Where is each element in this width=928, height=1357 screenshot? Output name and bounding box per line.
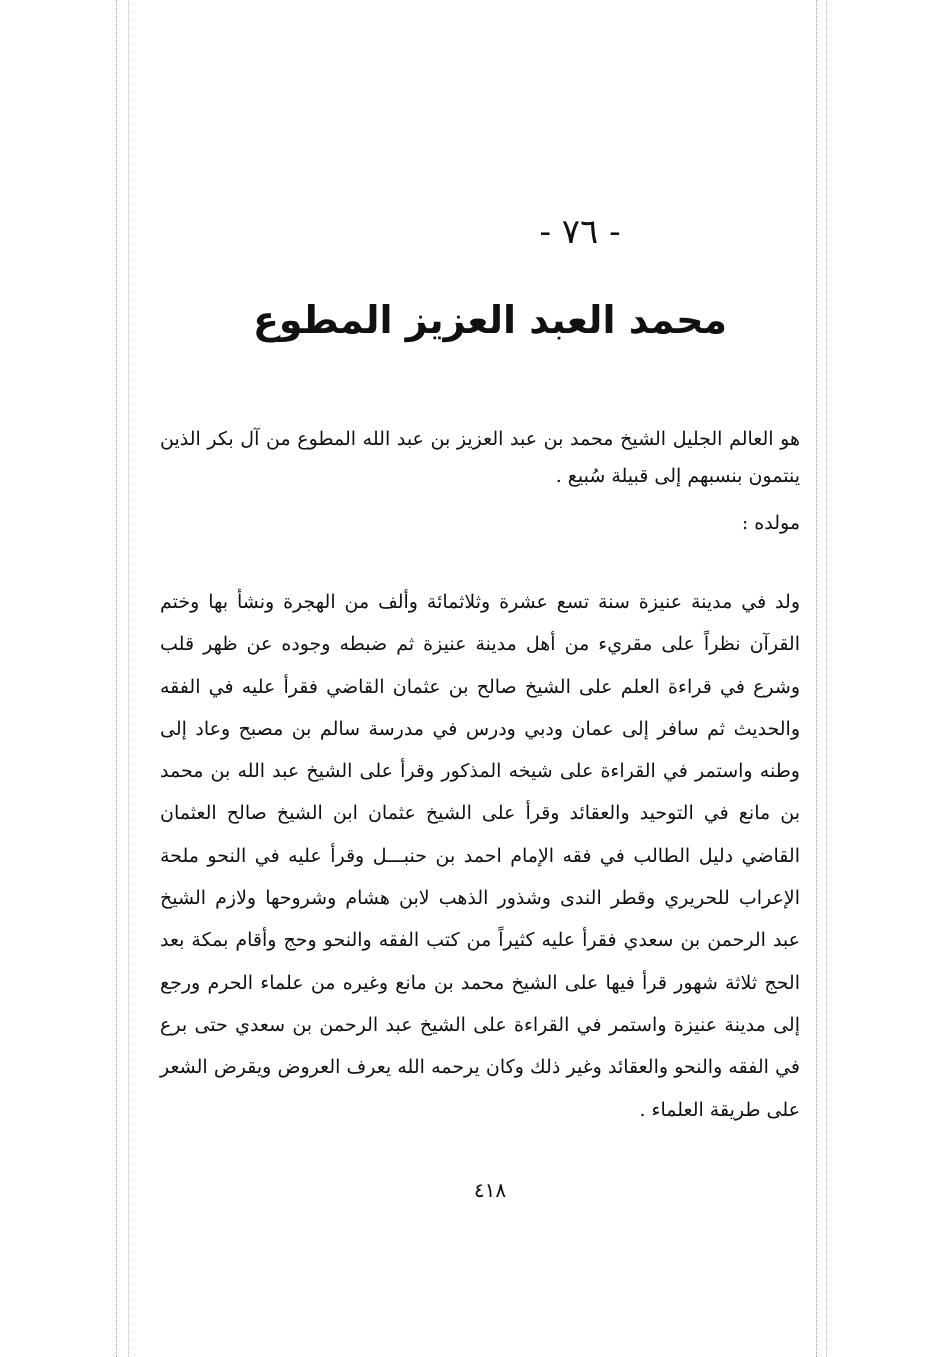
body-paragraph: ولد في مدينة عنيزة سنة تسع عشرة وثلاثمائة وألف من الهجرة ونشأ بها وختم القرآن نظراً على مقريء من أهل مدينة عنيزة ثم ضبطه وجوده عن ظهر قلب وشرع في قراءة العلم على الشيخ صالح بن عثمان القاضي فقرأ عليه في الفقه والحديث ثم سافر إلى عمان ودبي ودرس في مدرسة سالم بن مصبح وعاد إلى وطنه واستمر في القراءة على شيخه المذكور وقرأ على الشيخ عبد الله بن محمد بن مانع في التوحيد والعقائد وقرأ على الشيخ عثمان ابن الشيخ صالح العثمان القاضي دليل الطالب في فقه الإمام احمد بن حنبـــل وقرأ عليه في النحو ملحة الإعراب للحريري وقطر الندى وشذور الذهب لابن هشام وشروحها ولازم الشيخ عبد الرحمن بن سعدي فقرأ عليه كثيراً من كتب الفقه والنحو وحج وأقام بمكة بعد الحج ثلاثة شهور قرأ فيها على الشيخ محمد بن مانع وغيره من علماء الحرم ورجع إلى مدينة عنيزة واستمر في القراءة على الشيخ عبد الرحمن بن سعدي حتى برع في الفقه والنحو والعقائد وغير ذلك وكان يرحمه الله يعرف العروض ويقرض الشعر على طريقة العلماء . — [160, 591, 800, 1121]
page-number: ٤١٨ — [473, 1178, 507, 1202]
entry-title: محمد العبد العزيز المطوع — [252, 298, 728, 342]
scan-artifact-line — [116, 0, 117, 1357]
section-heading: مولده : — [741, 512, 800, 534]
intro-paragraph: هو العالم الجليل الشيخ محمد بن عبد العزيز بن عبد الله المطوع من آل بكر الذين ينتمون بنسبهم إلى قبيلة سُبيع . — [160, 428, 800, 487]
entry-number: - ٧٦ - — [539, 212, 621, 252]
scan-artifact-line — [826, 0, 827, 1357]
scan-artifact-line — [816, 0, 817, 1357]
scan-artifact-line — [128, 0, 129, 1357]
